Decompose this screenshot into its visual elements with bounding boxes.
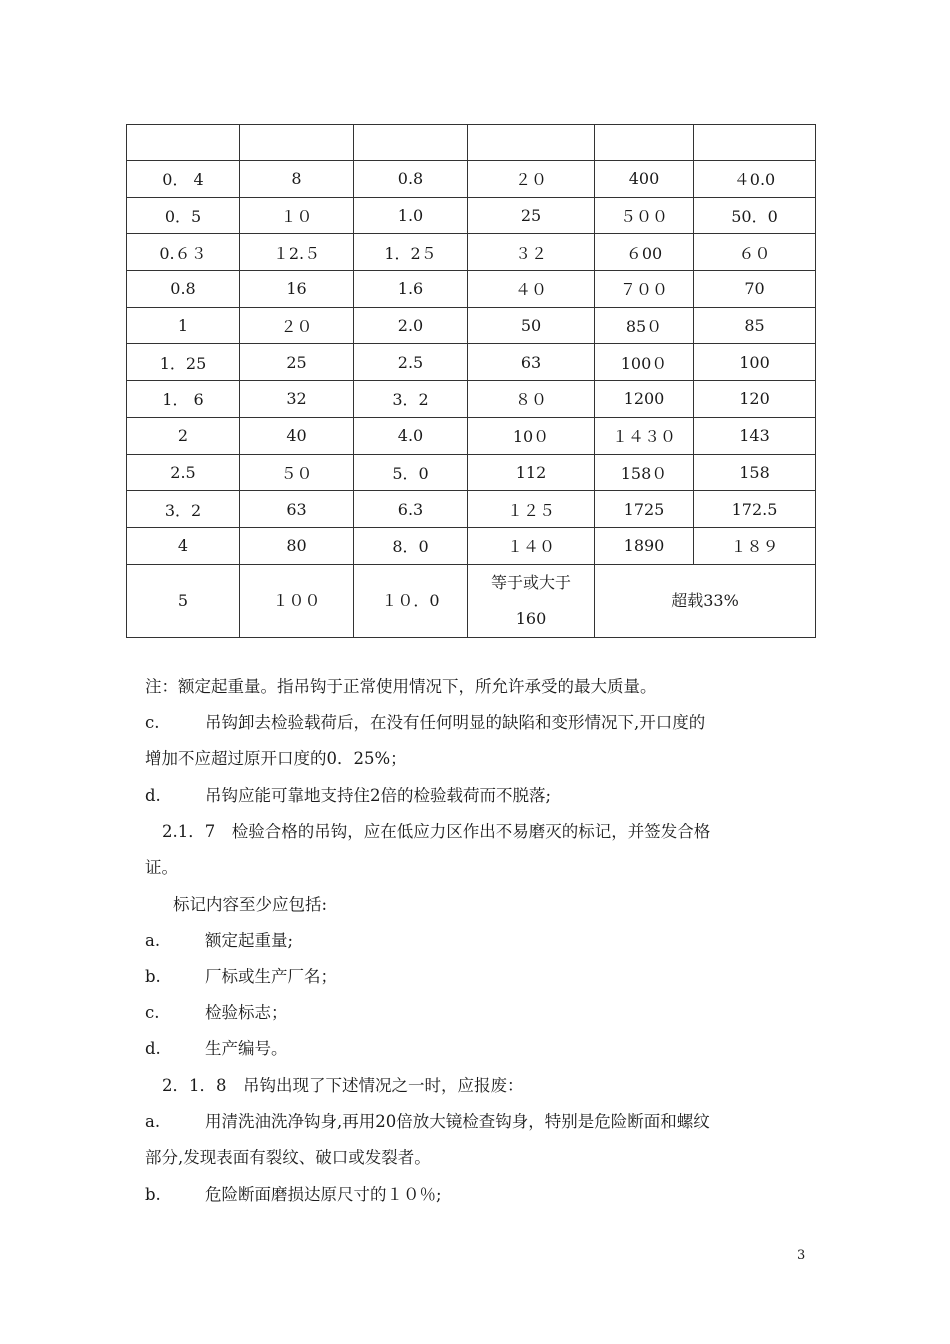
table-cell: １０: [240, 197, 354, 234]
table-cell: 4: [127, 527, 240, 564]
item-text: 检验标志；: [205, 1003, 288, 1022]
table-cell: 2: [127, 417, 240, 454]
table-cell: 1: [127, 307, 240, 344]
table-cell: ７００: [595, 271, 694, 308]
table-cell: 2.5: [354, 344, 468, 381]
table-cell: 2.5: [127, 454, 240, 491]
header-cell: [595, 125, 694, 161]
table-cell: ５００: [595, 197, 694, 234]
table-cell: 8: [240, 161, 354, 198]
item-text: 额定起重量;: [205, 931, 294, 950]
item-marker: d.: [145, 786, 161, 805]
item-c-line1: [145, 705, 817, 742]
table-cell: 85: [694, 307, 816, 344]
table-cell: 5．0: [354, 454, 468, 491]
table-cell: 70: [694, 271, 816, 308]
item-marker: b.: [145, 967, 161, 986]
table-cell: ８０: [468, 381, 595, 418]
scrap-item-a-line2: 部分,发现表面有裂纹、破口或发裂者。: [145, 1148, 431, 1167]
section-2-1-7-line2: 证。: [145, 858, 178, 877]
table-row: [127, 307, 816, 344]
item-text: 危险断面磨损达原尺寸的１０％;: [205, 1185, 442, 1204]
cell-line: 等于或大于: [490, 572, 571, 592]
table-cell: 158０: [595, 454, 694, 491]
table-row: [127, 197, 816, 234]
table-cell: 0．5: [127, 197, 240, 234]
table-row: [127, 527, 816, 564]
table-cell: 143: [694, 417, 816, 454]
header-cell: [127, 125, 240, 161]
item-marker: c.: [145, 713, 160, 732]
table-cell: 5: [127, 564, 240, 637]
table-cell: 85０: [595, 307, 694, 344]
item-d: [145, 778, 817, 815]
item-text: 吊钩卸去检验载荷后，在没有任何明显的缺陷和变形情况下,开口度的: [205, 713, 706, 732]
table-cell: 0.６３: [127, 234, 240, 271]
item-text: 吊钩应能可靠地支持住2倍的检验载荷而不脱落;: [205, 786, 552, 805]
table-cell: 158: [694, 454, 816, 491]
table-cell: 1890: [595, 527, 694, 564]
table-row: [127, 161, 816, 198]
table-cell: 400: [595, 161, 694, 198]
item-text: 用清洗油洗净钩身,再用20倍放大镜检查钩身，特别是危险断面和螺纹: [205, 1112, 710, 1131]
cell-line: 160: [515, 608, 547, 628]
item-marker: d.: [145, 1039, 161, 1058]
table-body: [127, 125, 816, 638]
table-cell: 0． 4: [127, 161, 240, 198]
table-row: [127, 454, 816, 491]
table-cell: 3．2: [127, 491, 240, 528]
table-cell: １２５: [468, 491, 595, 528]
mark-item-b: [145, 959, 817, 996]
table-header-row: [127, 125, 816, 161]
table-cell: 16: [240, 271, 354, 308]
header-cell: [240, 125, 354, 161]
table-cell: 50．0: [694, 197, 816, 234]
table-cell: 100０: [595, 344, 694, 381]
table-cell: 0.8: [127, 271, 240, 308]
table-cell: ２０: [468, 161, 595, 198]
table-cell: 100: [694, 344, 816, 381]
table-cell: 6.3: [354, 491, 468, 528]
table-cell: 1．25: [127, 344, 240, 381]
table-cell: 63: [468, 344, 595, 381]
mark-item-d: [145, 1031, 817, 1068]
table-row-last: [127, 564, 816, 637]
table-cell: 1．2５: [354, 234, 468, 271]
table-cell: 172.5: [694, 491, 816, 528]
header-cell: [354, 125, 468, 161]
table-cell: １０．0: [354, 564, 468, 637]
table-cell: 25: [468, 197, 595, 234]
table-cell: ２０: [240, 307, 354, 344]
table-cell: 63: [240, 491, 354, 528]
table-cell: 1200: [595, 381, 694, 418]
scrap-item-b: [145, 1177, 817, 1214]
table-cell: ４0.0: [694, 161, 816, 198]
item-marker: b.: [145, 1185, 161, 1204]
header-cell: [694, 125, 816, 161]
table-row: [127, 491, 816, 528]
table-row: [127, 344, 816, 381]
table-cell: 2.0: [354, 307, 468, 344]
table-cell: 1.0: [354, 197, 468, 234]
table-cell: ６０: [694, 234, 816, 271]
table-cell: １００: [240, 564, 354, 637]
table-cell: 120: [694, 381, 816, 418]
table-cell: １2.５: [240, 234, 354, 271]
section-2-1-8: 2．1．8 吊钩出现了下述情况之一时，应报废：: [162, 1076, 524, 1095]
page-number: 3: [797, 1248, 806, 1263]
table-cell: 1725: [595, 491, 694, 528]
table-cell: １８９: [694, 527, 816, 564]
item-text: 生产编号。: [205, 1039, 288, 1058]
item-text: 厂标或生产厂名；: [205, 967, 337, 986]
table-cell: １４３０: [595, 417, 694, 454]
table-cell: ３２: [468, 234, 595, 271]
item-marker: c.: [145, 1003, 160, 1022]
table-row: [127, 271, 816, 308]
table-row: [127, 417, 816, 454]
scrap-item-a-line1: [145, 1104, 817, 1141]
item-marker: a.: [145, 931, 161, 950]
table-cell: 112: [468, 454, 595, 491]
table-cell: 8．0: [354, 527, 468, 564]
mark-intro: 标记内容至少应包括:: [173, 895, 328, 914]
table-cell: １４０: [468, 527, 595, 564]
table-cell: 3．2: [354, 381, 468, 418]
section-2-1-7-line1: 2.1．7 检验合格的吊钩，应在低应力区作出不易磨灭的标记，并签发合格: [162, 822, 711, 841]
table-cell: 50: [468, 307, 595, 344]
table-cell: 1.6: [354, 271, 468, 308]
table-cell: ４０: [468, 271, 595, 308]
table-cell: ５０: [240, 454, 354, 491]
table-cell: 1． 6: [127, 381, 240, 418]
header-cell: [468, 125, 595, 161]
table-cell: 32: [240, 381, 354, 418]
mark-item-c: [145, 995, 817, 1032]
item-c-line2: 增加不应超过原开口度的0．25%；: [145, 749, 407, 768]
mark-item-a: [145, 923, 817, 960]
table-cell: 25: [240, 344, 354, 381]
table-row: [127, 381, 816, 418]
table-cell: 0.8: [354, 161, 468, 198]
item-marker: a.: [145, 1112, 161, 1131]
load-table: [126, 124, 816, 638]
table-cell: 10０: [468, 417, 595, 454]
table-cell-two-line: [468, 564, 595, 637]
table-cell: 80: [240, 527, 354, 564]
table-row: [127, 234, 816, 271]
table-cell-merged: 超载33%: [595, 564, 816, 637]
table-cell: 4.0: [354, 417, 468, 454]
table-cell: 40: [240, 417, 354, 454]
note-paragraph: 注：额定起重量。指吊钩于正常使用情况下，所允许承受的最大质量。: [145, 677, 657, 696]
table-cell: ６00: [595, 234, 694, 271]
